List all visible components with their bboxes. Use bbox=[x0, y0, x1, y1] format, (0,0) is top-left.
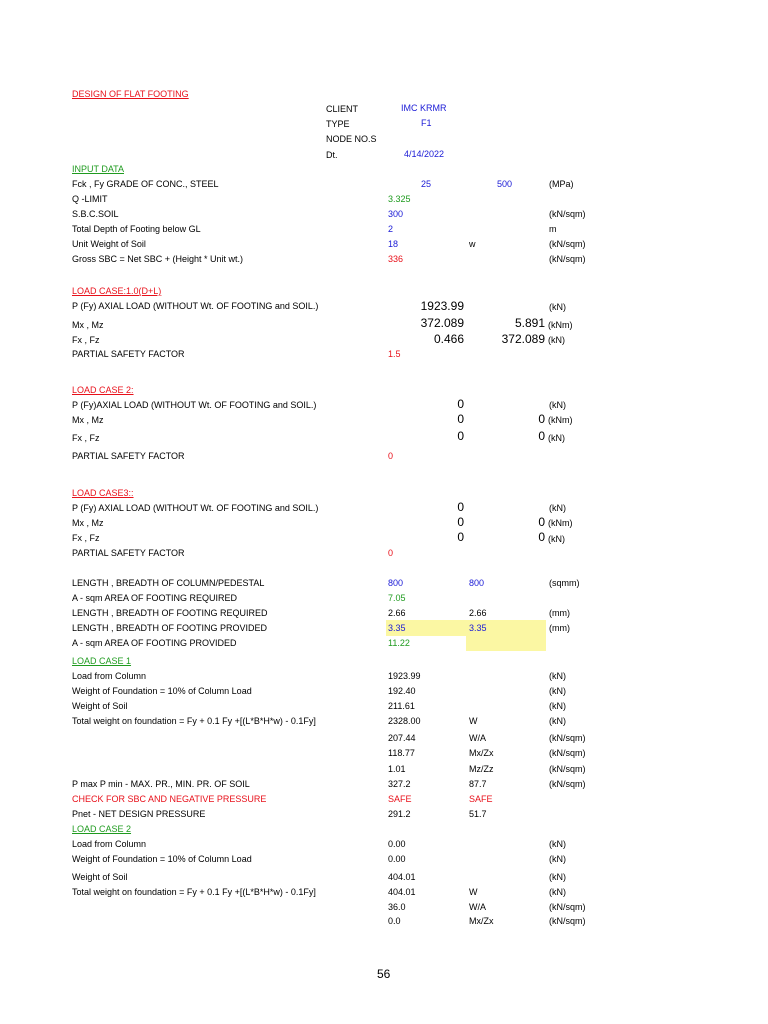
lc2-p-label: P (Fy)AXIAL LOAD (WITHOUT Wt. OF FOOTING and SOIL.) bbox=[72, 400, 317, 410]
res1-mzzz-symbol: Mz/Zz bbox=[469, 764, 494, 774]
res2-wa-unit: (kN/sqm) bbox=[549, 902, 586, 912]
lc2-mx-value: 0 bbox=[457, 412, 464, 426]
size-provided-label: LENGTH , BREADTH OF FOOTING PROVIDED bbox=[72, 623, 268, 633]
res1-pmax-value: 327.2 bbox=[388, 779, 411, 789]
res2-mxzx-unit: (kN/sqm) bbox=[549, 916, 586, 926]
lc3-mz-value: 0 bbox=[538, 515, 545, 529]
res2-total-weight-value: 404.01 bbox=[388, 887, 416, 897]
fy-value: 500 bbox=[497, 179, 513, 189]
lc3-m-label: Mx , Mz bbox=[72, 518, 104, 528]
res2-wa-symbol: W/A bbox=[469, 902, 486, 912]
res1-foundation-weight-label: Weight of Foundation = 10% of Column Load bbox=[72, 686, 252, 696]
res2-column-load-value: 0.00 bbox=[388, 839, 406, 849]
lc1-p-value: 1923.99 bbox=[420, 299, 464, 313]
lc1-p-unit: (kN) bbox=[549, 302, 566, 312]
lc1-fx-value: 0.466 bbox=[433, 332, 464, 346]
res1-total-weight-label: Total weight on foundation = Fy + 0.1 Fy +[(L*B*H*w) - 0.1Fy] bbox=[72, 716, 316, 726]
lc3-fz-value: 0 bbox=[538, 530, 545, 544]
lc3-f-unit: (kN) bbox=[548, 534, 565, 544]
res2-soil-weight-value: 404.01 bbox=[388, 872, 416, 882]
res1-mzzz-value: 1.01 bbox=[388, 764, 406, 774]
res1-wa-value: 207.44 bbox=[388, 733, 416, 743]
size-required-unit: (mm) bbox=[549, 608, 570, 618]
res2-mxzx-value: 0.0 bbox=[388, 916, 401, 926]
res2-soil-weight-unit: (kN) bbox=[549, 872, 566, 882]
res2-soil-weight-label: Weight of Soil bbox=[72, 872, 128, 882]
res1-mxzx-unit: (kN/sqm) bbox=[549, 748, 586, 758]
lc2-mz-value: 0 bbox=[538, 412, 545, 426]
depth-label: Total Depth of Footing below GL bbox=[72, 224, 201, 234]
res2-total-weight-label: Total weight on foundation = Fy + 0.1 Fy +[(L*B*H*w) - 0.1Fy] bbox=[72, 887, 316, 897]
gross-sbc-label: Gross SBC = Net SBC + (Height * Unit wt.) bbox=[72, 254, 244, 264]
lc2-p-unit: (kN) bbox=[549, 400, 566, 410]
lc2-p-value: 0 bbox=[457, 397, 464, 411]
qlimit-value: 3.325 bbox=[388, 194, 411, 204]
area-provided-value: 11.22 bbox=[388, 638, 410, 648]
column-size-unit: (sqmm) bbox=[549, 578, 580, 588]
lc1-m-label: Mx , Mz bbox=[72, 320, 104, 330]
lc1-p-label: P (Fy) AXIAL LOAD (WITHOUT Wt. OF FOOTING and SOIL.) bbox=[72, 301, 319, 311]
res1-check-label: CHECK FOR SBC AND NEGATIVE PRESSURE bbox=[72, 794, 267, 804]
lc3-heading: LOAD CASE3:: bbox=[72, 488, 134, 498]
fck-label: Fck , Fy GRADE OF CONC., STEEL bbox=[72, 179, 219, 189]
lc3-psf-label: PARTIAL SAFETY FACTOR bbox=[72, 548, 185, 558]
lc1-f-unit: (kN) bbox=[548, 335, 565, 345]
res1-total-weight-value: 2328.00 bbox=[388, 716, 421, 726]
res1-mzzz-unit: (kN/sqm) bbox=[549, 764, 586, 774]
lc1-heading: LOAD CASE:1.0(D+L) bbox=[72, 286, 162, 296]
res1-check-negative-status: SAFE bbox=[469, 794, 493, 804]
size-required-label: LENGTH , BREADTH OF FOOTING REQUIRED bbox=[72, 608, 268, 618]
unitwt-unit: (kN/sqm) bbox=[549, 239, 586, 249]
sbc-label: S.B.C.SOIL bbox=[72, 209, 119, 219]
res2-heading: LOAD CASE 2 bbox=[72, 824, 132, 834]
res2-total-weight-unit: (kN) bbox=[549, 887, 566, 897]
lc2-heading: LOAD CASE 2: bbox=[72, 385, 134, 395]
lc3-p-label: P (Fy) AXIAL LOAD (WITHOUT Wt. OF FOOTING and SOIL.) bbox=[72, 503, 319, 513]
res2-column-load-label: Load from Column bbox=[72, 839, 147, 849]
lc1-m-unit: (kNm) bbox=[548, 320, 573, 330]
lc3-p-value: 0 bbox=[457, 500, 464, 514]
res1-total-weight-symbol: W bbox=[469, 716, 478, 726]
res1-wa-unit: (kN/sqm) bbox=[549, 733, 586, 743]
lc1-psf-value: 1.5 bbox=[388, 349, 401, 359]
length-required-value: 2.66 bbox=[388, 608, 406, 618]
lc2-fx-value: 0 bbox=[457, 429, 464, 443]
lc3-p-unit: (kN) bbox=[549, 503, 566, 513]
fck-unit: (MPa) bbox=[549, 179, 574, 189]
area-required-label: A - sqm AREA OF FOOTING REQUIRED bbox=[72, 593, 238, 603]
res2-mxzx-symbol: Mx/Zx bbox=[469, 916, 494, 926]
column-breadth-value: 800 bbox=[469, 578, 485, 588]
lc1-mz-value: 5.891 bbox=[514, 316, 545, 330]
date-label: Dt. bbox=[326, 150, 338, 160]
lc2-psf-value: 0 bbox=[388, 451, 394, 461]
res1-column-load-unit: (kN) bbox=[549, 671, 566, 681]
qlimit-label: Q -LIMIT bbox=[72, 194, 108, 204]
size-provided-unit: (mm) bbox=[549, 623, 570, 633]
res2-wa-value: 36.0 bbox=[388, 902, 406, 912]
res1-mxzx-symbol: Mx/Zx bbox=[469, 748, 494, 758]
lc2-f-unit: (kN) bbox=[548, 433, 565, 443]
res1-pnet-min-value: 51.7 bbox=[469, 809, 487, 819]
gross-sbc-unit: (kN/sqm) bbox=[549, 254, 586, 264]
lc3-f-label: Fx , Fz bbox=[72, 533, 100, 543]
lc2-m-label: Mx , Mz bbox=[72, 415, 104, 425]
res1-heading: LOAD CASE 1 bbox=[72, 656, 132, 666]
res1-check-sbc-status: SAFE bbox=[388, 794, 412, 804]
unitwt-value: 18 bbox=[388, 239, 399, 249]
lc1-psf-label: PARTIAL SAFETY FACTOR bbox=[72, 349, 185, 359]
unitwt-symbol: w bbox=[469, 239, 476, 249]
type-label: TYPE bbox=[326, 119, 350, 129]
area-required-value: 7.05 bbox=[388, 593, 406, 603]
lc2-psf-label: PARTIAL SAFETY FACTOR bbox=[72, 451, 185, 461]
unitwt-label: Unit Weight of Soil bbox=[72, 239, 146, 249]
res1-pnet-max-value: 291.2 bbox=[388, 809, 411, 819]
provided-size-highlight bbox=[386, 620, 546, 636]
client-label: CLIENT bbox=[326, 104, 359, 114]
area-provided-label: A - sqm AREA OF FOOTING PROVIDED bbox=[72, 638, 237, 648]
lc3-psf-value: 0 bbox=[388, 548, 394, 558]
sbc-value: 300 bbox=[388, 209, 404, 219]
res1-soil-weight-value: 211.61 bbox=[388, 701, 415, 711]
res1-pnet-label: Pnet - NET DESIGN PRESSURE bbox=[72, 809, 206, 819]
lc3-mx-value: 0 bbox=[457, 515, 464, 529]
breadth-required-value: 2.66 bbox=[469, 608, 487, 618]
lc2-f-label: Fx , Fz bbox=[72, 433, 100, 443]
provided-area-highlight bbox=[466, 636, 546, 651]
lc3-fx-value: 0 bbox=[457, 530, 464, 544]
node-label: NODE NO.S bbox=[326, 134, 377, 144]
res2-column-load-unit: (kN) bbox=[549, 839, 566, 849]
gross-sbc-value: 336 bbox=[388, 254, 404, 264]
depth-unit: m bbox=[549, 224, 557, 234]
res1-foundation-weight-unit: (kN) bbox=[549, 686, 566, 696]
res1-soil-weight-label: Weight of Soil bbox=[72, 701, 128, 711]
res1-pmin-value: 87.7 bbox=[469, 779, 487, 789]
res2-foundation-weight-value: 0.00 bbox=[388, 854, 406, 864]
lc1-mx-value: 372.089 bbox=[420, 316, 464, 330]
lc2-fz-value: 0 bbox=[538, 429, 545, 443]
page-number: 56 bbox=[377, 967, 391, 981]
client-value: IMC KRMR bbox=[401, 103, 447, 113]
breadth-provided-value[interactable]: 3.35 bbox=[469, 623, 487, 633]
lc1-fz-value: 372.089 bbox=[501, 332, 545, 346]
res1-pmax-pmin-label: P max P min - MAX. PR., MIN. PR. OF SOIL bbox=[72, 779, 250, 789]
res1-foundation-weight-value: 192.40 bbox=[388, 686, 416, 696]
res1-soil-weight-unit: (kN) bbox=[549, 701, 566, 711]
column-size-label: LENGTH , BREADTH OF COLUMN/PEDESTAL bbox=[72, 578, 265, 588]
res1-total-weight-unit: (kN) bbox=[549, 716, 566, 726]
doc-title: DESIGN OF FLAT FOOTING bbox=[72, 89, 189, 99]
res2-total-weight-symbol: W bbox=[469, 887, 478, 897]
res1-pressure-unit: (kN/sqm) bbox=[549, 779, 586, 789]
res2-foundation-weight-label: Weight of Foundation = 10% of Column Load bbox=[72, 854, 252, 864]
lc2-m-unit: (kNm) bbox=[548, 415, 573, 425]
lc1-f-label: Fx , Fz bbox=[72, 335, 100, 345]
depth-value: 2 bbox=[388, 224, 394, 234]
column-length-value: 800 bbox=[388, 578, 404, 588]
res1-column-load-label: Load from Column bbox=[72, 671, 147, 681]
sbc-unit: (kN/sqm) bbox=[549, 209, 586, 219]
res1-mxzx-value: 118.77 bbox=[388, 748, 415, 758]
res1-wa-symbol: W/A bbox=[469, 733, 486, 743]
res2-foundation-weight-unit: (kN) bbox=[549, 854, 566, 864]
lc3-m-unit: (kNm) bbox=[548, 518, 573, 528]
type-value: F1 bbox=[421, 118, 432, 128]
input-data-heading: INPUT DATA bbox=[72, 164, 125, 174]
date-value: 4/14/2022 bbox=[404, 149, 445, 159]
length-provided-value[interactable]: 3.35 bbox=[388, 623, 406, 633]
res1-column-load-value: 1923.99 bbox=[388, 671, 421, 681]
fck-value: 25 bbox=[421, 179, 432, 189]
